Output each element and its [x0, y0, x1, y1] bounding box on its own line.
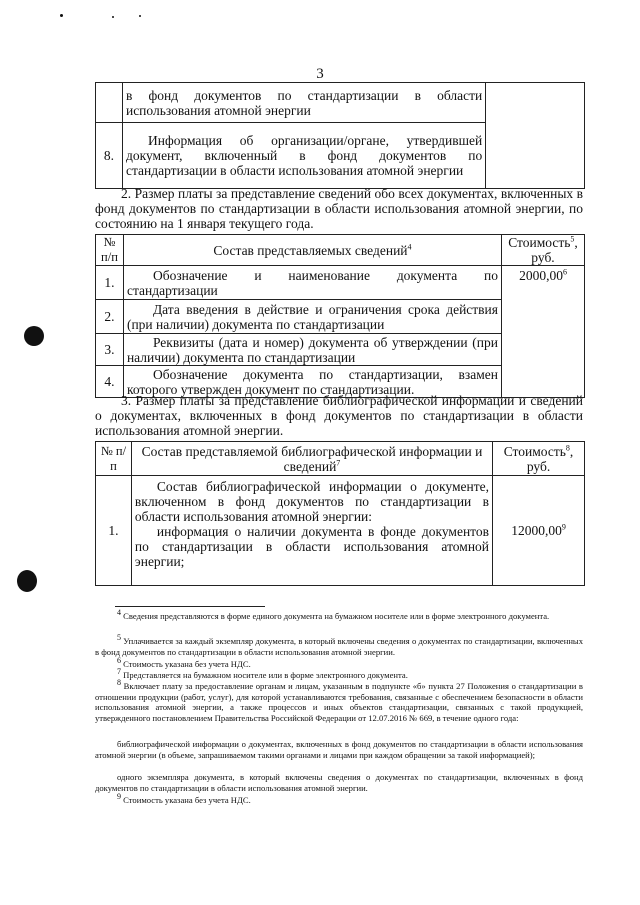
- footnote-number: 7: [117, 667, 121, 677]
- table-continuation: [95, 82, 585, 189]
- row-number: [96, 83, 123, 123]
- footnote: [95, 667, 583, 681]
- row-text: Обозначение и наименование документа по стандартизации: [123, 266, 501, 300]
- row-text: Дата введения в действие и ограничения срока действия (при наличии) документа по стандартизации: [123, 300, 501, 334]
- row-text: Информация об организации/органе, утвердившей документ, включенный в фонд документов по стандартизации в области использования атомной энергии: [122, 123, 485, 189]
- table-row: [96, 266, 585, 300]
- footnote-number: 8: [117, 678, 121, 688]
- row-text-part2: информация о наличии документа в фонде документов по стандартизации в области использования атомной энергии;: [134, 524, 490, 569]
- col-header-content-text: Состав представляемой библиографической информации и сведений: [141, 443, 483, 474]
- row-number: 1.: [96, 476, 132, 586]
- footnote-text: библиографической информации о документах, включенных в фонд документов по стандартизации в области использования атомной энергии (в объеме, запрашиваемом такими органами и лицами при каждом обращении за такой информацией);: [95, 739, 583, 760]
- scan-speck: [60, 14, 63, 17]
- row-number: 3.: [96, 334, 124, 366]
- footnote-text: Представляется на бумажном носителе или в форме электронного документа.: [123, 670, 408, 680]
- col-header-cost-unit: , руб.: [526, 443, 574, 474]
- col-header-cost-text: Стоимость: [503, 443, 566, 459]
- footnote: [95, 772, 583, 793]
- col-header-cost: [493, 442, 585, 476]
- paragraph-3: 3. Размер платы за представление библиографической информации и сведений о документах, включенных в фонд документов по стандартизации в области использования атомной энергии.: [95, 393, 583, 438]
- col-header-content: [131, 442, 492, 476]
- punch-hole: [17, 570, 37, 592]
- scan-speck: [139, 15, 141, 17]
- footnote-ref: 8: [565, 443, 570, 452]
- footnote-text: одного экземпляра документа, в который включены сведения о документах по стандартизации, включенных в фонд документов по стандартизации в области использования атомной энергии.: [95, 772, 583, 793]
- footnote: [95, 678, 583, 723]
- footnote-ref: 7: [336, 458, 341, 467]
- cost-value-cell: [493, 476, 585, 586]
- paragraph-2: 2. Размер платы за представление сведений обо всех документах, включенных в фонд документов по стандартизации в области использования атомной энергии, по состоянию на 1 января текущего года.: [95, 186, 583, 231]
- row-text-part1: Состав библиографической информации о документе, включенном в фонд документов по стандартизации в области использования атомной энергии:: [134, 479, 490, 524]
- col-header-content: [123, 235, 501, 266]
- footnote-number: 9: [117, 792, 121, 802]
- col-header-num: № п/п: [96, 235, 124, 266]
- footnote-ref: 9: [561, 522, 566, 532]
- cost-cell-empty: [486, 83, 585, 189]
- footnote-number: 6: [117, 656, 121, 666]
- cost-value: 12000,00: [511, 523, 562, 538]
- table-bibliographic: [95, 441, 585, 586]
- table-sved: [95, 234, 585, 398]
- footnote-separator: [115, 606, 265, 607]
- cost-value-cell: [502, 266, 585, 398]
- row-text: [131, 476, 492, 586]
- col-header-num: № п/п: [96, 442, 132, 476]
- row-number: 2.: [96, 300, 124, 334]
- page-number: 3: [316, 66, 324, 82]
- row-number: 8.: [96, 123, 123, 189]
- footnote-number: 4: [117, 608, 121, 618]
- table-header-row: [96, 235, 585, 266]
- footnote-text: Стоимость указана без учета НДС.: [123, 659, 251, 669]
- footnote-text: Включает плату за предоставление органам и лицам, указанным в подпункте «б» пункта 27 Положения о стандартизации в отношении продукции (работ, услуг), для которой устанавливаются требования, связанные с обеспечением безопасности в области использования атомной энергии, а также процессов и иных объектов стандартизации, связанных с такой продукцией, утвержденного постановлением Правительства Российской Федерации от 12.07.2016 № 669, в течение одного года:: [95, 681, 583, 723]
- row-text: в фонд документов по стандартизации в области использования атомной энергии: [122, 83, 485, 123]
- footnote: [95, 656, 583, 670]
- footnote-ref: 6: [562, 267, 567, 277]
- punch-hole: [24, 326, 44, 346]
- footnote: [95, 608, 583, 622]
- footnote-text: Сведения представляются в форме единого документа на бумажном носителе или в форме электронного документа.: [123, 611, 550, 621]
- col-header-cost-text: Стоимость: [508, 235, 571, 250]
- footnote: [95, 633, 583, 657]
- row-number: 4.: [96, 366, 124, 398]
- footnote-text: Стоимость указана без учета НДС.: [123, 795, 251, 805]
- footnote: [95, 792, 583, 806]
- row-text: Реквизиты (дата и номер) документа об утверждении (при наличии) документа по стандартизации: [123, 334, 501, 366]
- footnote-ref: 4: [407, 242, 412, 251]
- col-header-cost-unit: , руб.: [531, 235, 578, 265]
- row-number: 1.: [96, 266, 124, 300]
- footnote-number: 5: [117, 633, 121, 643]
- col-header-cost: [502, 235, 585, 266]
- footnote: [95, 739, 583, 760]
- footnote-ref: 5: [570, 234, 575, 244]
- table-header-row: [96, 442, 585, 476]
- footnote-text: Уплачивается за каждый экземпляр документа, в который включены сведения о документах по стандартизации, включенных в фонд документов по стандартизации в области использования атомной энергии.: [95, 636, 583, 657]
- row-text: Обозначение документа по стандартизации, взамен которого утвержден документ по стандартизации.: [123, 366, 501, 398]
- table-row: [96, 83, 585, 123]
- scan-speck: [112, 16, 114, 18]
- cost-value: 2000,00: [519, 268, 563, 283]
- table-row: [96, 476, 585, 586]
- col-header-content-text: Состав представляемых сведений: [213, 242, 408, 258]
